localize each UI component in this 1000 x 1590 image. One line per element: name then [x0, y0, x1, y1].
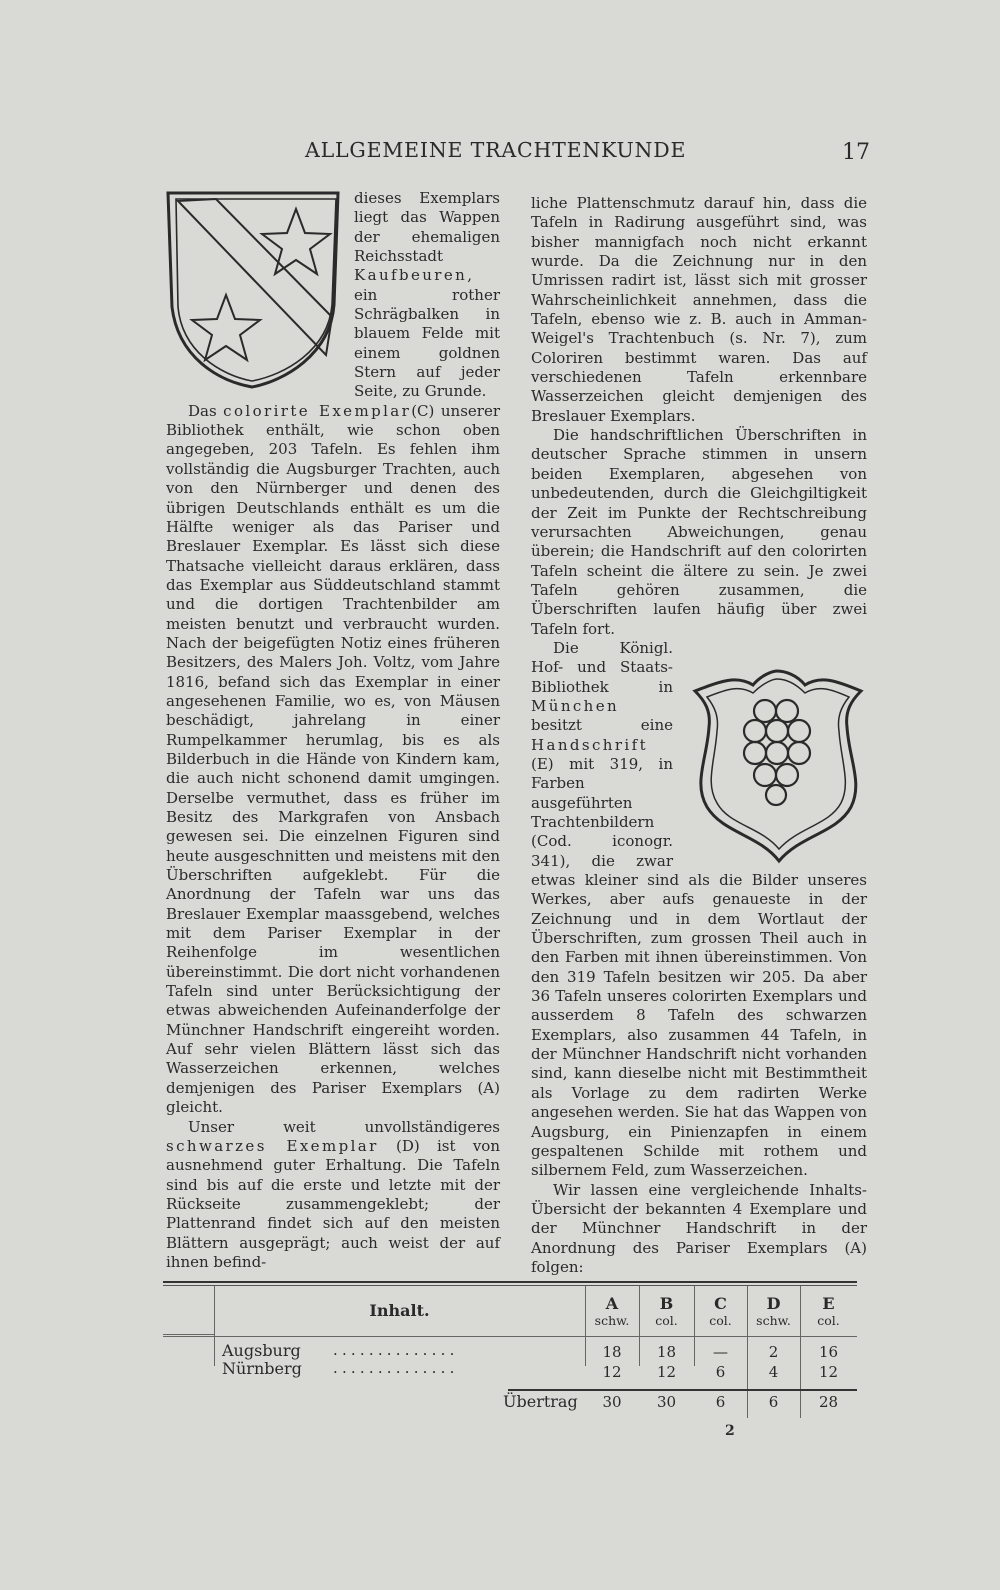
table-row-label-augsburg: Augsburg — [222, 1341, 301, 1360]
table-rule-mid — [163, 1336, 857, 1337]
table-row-label-nuernberg: Nürnberg — [222, 1359, 302, 1378]
table-cell: — — [713, 1343, 728, 1361]
leader-dots: .............. — [333, 1359, 459, 1377]
table-cell: 18 — [656, 1343, 677, 1361]
table-cell: 16 — [818, 1343, 839, 1361]
table-total-cell: 6 — [768, 1393, 779, 1411]
table-header-b: B col. — [655, 1294, 678, 1328]
table-total-label: Übertrag — [503, 1392, 578, 1411]
table-cell: 12 — [602, 1363, 622, 1381]
table-header-a: A schw. — [594, 1294, 630, 1328]
table-total-cell: 6 — [715, 1393, 726, 1411]
table-cell: 6 — [715, 1363, 726, 1381]
augsburg-coat-of-arms-icon — [681, 667, 871, 867]
table-cell: 4 — [768, 1363, 779, 1381]
table-total-cell: 28 — [818, 1393, 839, 1411]
table-rule-mid — [163, 1334, 214, 1335]
table-rule-top-thin — [163, 1285, 857, 1286]
paragraph-plattenschmutz: liche Plattenschmutz darauf hin, dass die Tafeln in Radirung ausgeführt sind, was bisher mannigfach noch nicht erkannt wurde. Da die Zeichnung nur in den Umrissen radirt ist, lässt sich mit grosser Wahrscheinlichkeit annehmen, dass die Tafeln, ebenso wie z. B. auch in Amman-Weigel's Trachtenbuch (s. Nr. 7), zum Coloriren bestimmt waren. Das auf verschiedenen Tafeln erkennbare Wasserzeichen gleicht demjenigen des Breslauer Exemplars. — [531, 194, 867, 425]
leader-dots: .............. — [333, 1341, 459, 1359]
table-header-c: C col. — [709, 1294, 732, 1328]
table-vrule — [214, 1286, 215, 1366]
paragraph-schwarzes-exemplar: Unser weit unvollständigeres schwarzes Exemplar (D) ist von ausnehmend guter Erhaltung. Die Tafeln sind bis auf die erste und letzte mit der Rückseite zusammengeklebt; der Plattenrand findet sich auf den meisten Blättern ausgeprägt; auch weist der auf ihnen befind- — [166, 1117, 500, 1271]
table-cell: 18 — [602, 1343, 622, 1361]
right-column — [531, 194, 867, 1277]
table-header-inhalt: Inhalt. — [369, 1301, 430, 1320]
table-header-e: E col. — [817, 1294, 840, 1328]
table-total-cell: 30 — [602, 1393, 622, 1411]
table-cell: 12 — [656, 1363, 677, 1381]
table-rule-bottom — [508, 1389, 857, 1391]
paragraph-kaufbeuren: dieses Exemplars liegt das Wappen der ehemaligen Reichsstadt Kaufbeuren, ein rother Schrägbalken in blauem Felde mit einem goldnen Stern auf jeder Seite, zu Grunde. — [354, 189, 500, 401]
table-cell: 2 — [768, 1343, 779, 1361]
paragraph-muenchner-handschrift: Die Königl. Hof- und Staats-Bibliothek in München besitzt eine Handschrift (E) mit 319, in Farben ausgeführten Trachtenbildern (Cod. iconogr. 341), die zwar etwas kleiner sind als die Bilder unseres Werkes, aber aufs genaueste in der Zeichnung und in dem Wortlaut der Überschriften, zum grossen Theil auch in den Farben mit ihnen übereinstimmen. Von den 319 Tafeln besitzen wir 205. Da aber 36 Tafeln unseres colorirten Exemplars und ausserdem 8 Tafeln des schwarzen Exemplars, also zusammen 44 Tafeln, in der Münchner Handschrift nicht vorhanden sind, kann dieselbe nicht mit Bestimmtheit als Vorlage zu dem radirten Werke angesehen werden. Sie hat das Wappen von Augsburg, ein Pinienzapfen in einem gespaltenen Schilde mit rothem und silbernem Feld, zum Wasserzeichen. — [531, 639, 867, 1181]
paragraph-ueberschriften: Die handschriftlichen Überschriften in deutscher Sprache stimmen in unsern beiden Exemplaren, abgesehen von unbedeutenden, durch die Gleichgiltigkeit der Zeit im Punkte der Rechtschreibung verursachten Abweichungen, genau überein; die Handschrift auf den colorirten Tafeln scheint die ältere zu sein. Je zwei Tafeln gehören zusammen, die Überschriften laufen häufig über zwei Tafeln fort. — [531, 426, 867, 638]
paragraph-colorirtes-exemplar: Das colorirte Exemplar(C) unserer Bibliothek enthält, wie schon oben angegeben, 203 Tafeln. Es fehlen ihm vollständig die Augsburger Trachten, auch von den Nürnberger und denen des übrigen Deutschlands enthält es um die Hälfte weniger als das Pariser und Breslauer Exemplar. Es lässt sich diese Thatsache vielleicht daraus erklären, dass das Exemplar aus Süddeutschland stammt und die dortigen Trachtenbilder am meisten benutzt und verbraucht wurden. Nach der beigefügten Notiz eines früheren Besitzers, des Malers Joh. Voltz, vom Jahre 1816, befand sich das Exemplar in einer angesehenen Familie, wo es, von Mäusen beschädigt, jahrelang in einer Rumpelkammer herumlag, bis es als Bilderbuch in die Hände von Kindern kam, die auch nicht schonend damit umgingen. Derselbe vermuthet, dass es früher im Besitz des Markgrafen von Ansbach gewesen sei. Die einzelnen Figuren sind heute ausgeschnitten und meistens mit den Überschriften aufgeklebt. Für die Anordnung der Tafeln war uns das Breslauer Exemplar maassgebend, welches mit dem Pariser Exemplar in der Reihenfolge im wesentlichen übereinstimmt. Die dort nicht vorhandenen Tafeln sind unter Berücksichtigung der etwas abweichenden Aufeinanderfolge der Münchner Handschrift eingereiht worden. Auf sehr vielen Blättern lässt sich das Wasserzeichen erkennen, welches demjenigen des Pariser Exemplars (A) gleicht. — [166, 401, 500, 1117]
paragraph-inhaltsuebersicht: Wir lassen eine vergleichende Inhalts-Übersicht der bekannten 4 Exemplare und der Münchner Handschrift in der Anordnung des Pariser Exemplars (A) folgen: — [531, 1180, 867, 1276]
page-number: 17 — [842, 140, 870, 165]
running-header: ALLGEMEINE TRACHTENKUNDE — [305, 138, 687, 162]
kaufbeuren-coat-of-arms-icon — [166, 187, 344, 399]
table-total-cell: 30 — [656, 1393, 677, 1411]
printer-signature: 2 — [725, 1423, 735, 1439]
left-column — [166, 189, 500, 1272]
table-header-d: D schw. — [756, 1294, 791, 1328]
table-rule-top — [163, 1281, 857, 1283]
table-cell: 12 — [818, 1363, 839, 1381]
